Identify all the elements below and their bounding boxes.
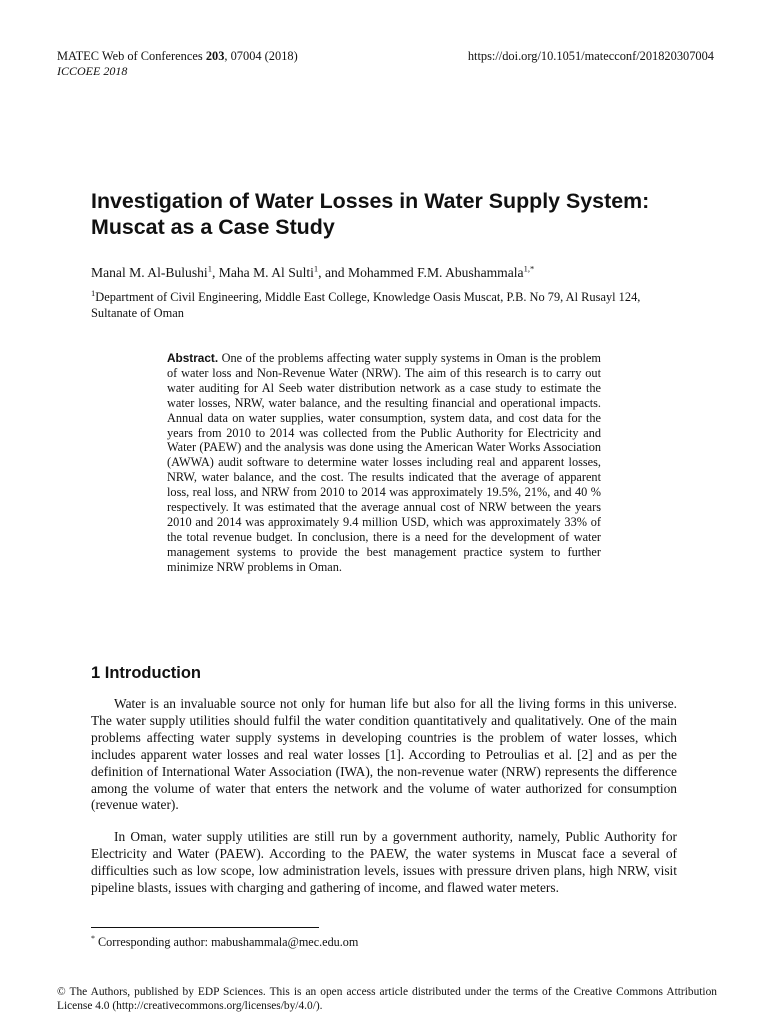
- footnote-text: Corresponding author: mabushammala@mec.edu.om: [95, 935, 359, 949]
- affiliation-text: Department of Civil Engineering, Middle East College, Knowledge Oasis Muscat, P.B. No 79, Al Rusayl 124, Sultanate of Oman: [91, 290, 641, 320]
- abstract-text: One of the problems affecting water supply systems in Oman is the problem of water loss and Non-Revenue Water (NRW). The aim of this research is to carry out water auditing for Al Seeb water distribution network as a case study to estimate the water losses, NRW, water balance, and the resulting financial and operational impacts. Annual data on water supplies, water consumption, system data, and cost data for the years from 2010 to 2014 was collected from the Public Authority for Electricity and Water (PAEW) and the analysis was done using the American Water Works Association (AWWA) audit software to determine water losses including real and apparent losses, NRW, water balance, and the cost. The results indicated that the average of apparent loss, real loss, and NRW from 2010 to 2014 was approximately 19.5%, 21%, and 40 % respectively. It was estimated that the average annual cost of NRW between the years 2010 and 2014 was approximately 9.4 million USD, which was approximately 33% of the total revenue budget. In conclusion, there is a need for the development of water management systems to provide the best management practice system to further minimize NRW problems in Oman.: [167, 351, 601, 574]
- affiliation-mark: 1: [91, 287, 96, 298]
- author-1: Manal M. Al-Bulushi: [91, 265, 208, 280]
- author-list: [91, 264, 534, 281]
- doi-link[interactable]: https://doi.org/10.1051/matecconf/201820307004: [467, 49, 714, 63]
- author-3-affil: 1,*: [523, 263, 535, 274]
- license-notice: © The Authors, published by EDP Sciences. This is an open access article distributed under the terms of the Creative Commons Attribution License 4.0 (http://creativecommons.org/licenses/by/4.0/).: [57, 986, 717, 1012]
- intro-paragraph-2: In Oman, water supply utilities are still run by a government authority, namely, Public Authority for Electricity and Water (PAEW). According to the PAEW, the water systems in Muscat face a several of difficulties such as low scope, low administration levels, issues with pressure driven plans, high NRW, visit pipeline blasts, issues with charging and gathering of income, and flawed water meters.: [91, 829, 677, 895]
- author-1-affil: 1: [207, 263, 212, 274]
- author-2-affil: 1: [313, 263, 319, 274]
- conference-name: ICCOEE 2018: [57, 64, 128, 78]
- author-3: , and Mohammed F.M. Abushammala: [318, 265, 524, 280]
- section-heading-introduction: 1 Introduction: [91, 664, 201, 682]
- author-2: , Maha M. Al Sulti: [211, 265, 314, 280]
- affiliation: [91, 287, 681, 321]
- journal-name: MATEC Web of Conferences: [57, 49, 203, 63]
- article-number: , 07004 (2018): [224, 49, 298, 63]
- footnote-mark: *: [91, 933, 95, 943]
- footnote-divider: [91, 927, 319, 928]
- paper-title: Investigation of Water Losses in Water Supply System: Muscat as a Case Study: [91, 189, 650, 239]
- intro-paragraph-1: Water is an invaluable source not only for human life but also for all the living forms in this universe. The water supply utilities should fulfil the water condition quantitatively and qualitatively. One of the main problems affecting water supply systems in developing countries is the problem of water losses, which includes apparent water losses and real water losses [1]. According to Petroulias et al. [2] and as per the definition of International Water Association (IWA), the non-revenue water (NRW) represents the difference among the volume of water that enters the network and the volume of water authorized for consumption (revenue water).: [91, 696, 677, 813]
- journal-citation: [57, 49, 298, 64]
- abstract: [167, 351, 601, 575]
- abstract-label: Abstract.: [167, 351, 219, 365]
- footnote: [91, 935, 358, 950]
- journal-volume: 203: [205, 49, 225, 63]
